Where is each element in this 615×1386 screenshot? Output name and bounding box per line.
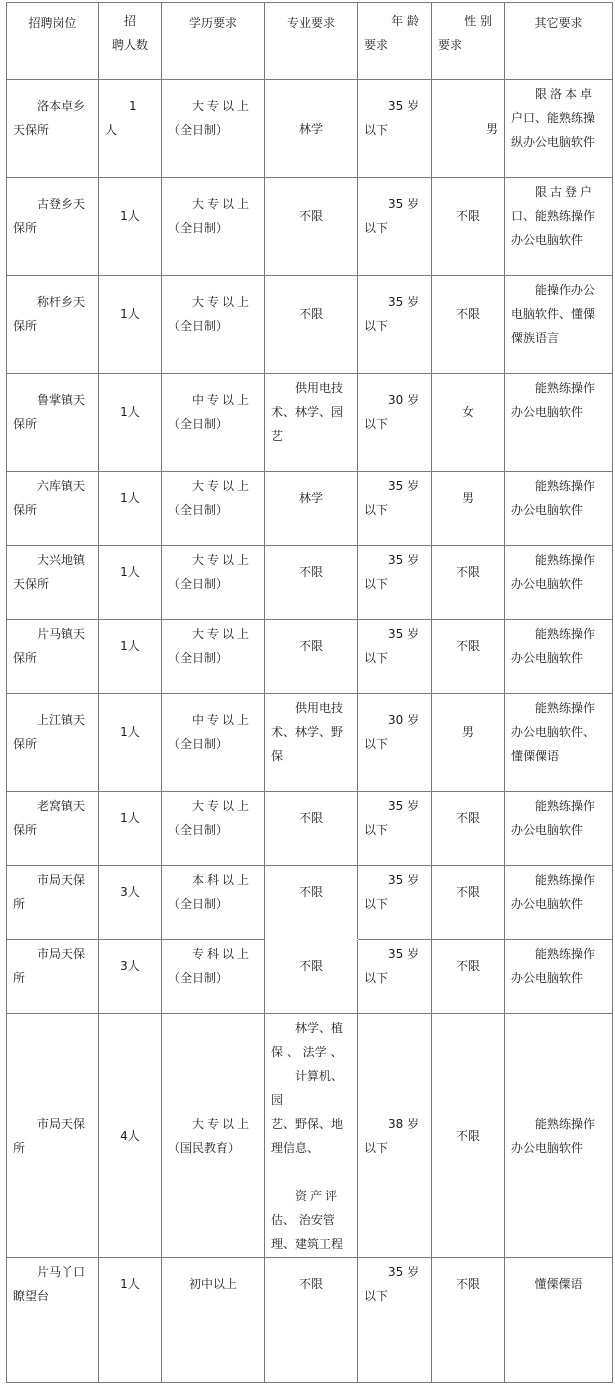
header-gender: 性 别 要求 (432, 3, 505, 80)
cell-gender: 不限 (432, 1014, 505, 1258)
table-row (7, 940, 613, 1014)
cell-gender: 不限 (432, 940, 505, 1014)
cell-gender: 男 (432, 80, 505, 178)
cell-age: 35 岁 以下 (358, 792, 432, 866)
cell-major: 不限 (265, 866, 358, 940)
table-row (7, 276, 613, 374)
cell-education: 大专以上 （全日制） (162, 178, 265, 276)
cell-gender: 男 (432, 472, 505, 546)
cell-gender: 不限 (432, 866, 505, 940)
cell-age: 30 岁 以下 (358, 374, 432, 472)
table-row (7, 694, 613, 792)
cell-major: 不限 (265, 792, 358, 866)
cell-major: 林学、植 保 、 法学 、 计算机、 园 艺、野保、地 理信息、 资产评 估、 治安管 理、建筑工程 (265, 1014, 358, 1258)
cell-age: 35 岁 以下 (358, 1258, 432, 1383)
cell-education: 大专以上 （全日制） (162, 472, 265, 546)
cell-count: 1人 (99, 620, 162, 694)
header-major: 专业要求 (265, 3, 358, 80)
cell-education: 大专以上 （全日制） (162, 546, 265, 620)
cell-major: 不限 (265, 1258, 358, 1383)
cell-gender: 不限 (432, 546, 505, 620)
cell-other: 能熟练操作 办公电脑软件 (505, 1014, 613, 1258)
cell-major: 不限 (265, 178, 358, 276)
cell-count: 1人 (99, 792, 162, 866)
cell-education: 大专以上 （全日制） (162, 620, 265, 694)
cell-gender: 不限 (432, 276, 505, 374)
cell-count: 1 人 (99, 80, 162, 178)
header-age: 年 龄 要求 (358, 3, 432, 80)
cell-education: 中专以上 （全日制） (162, 374, 265, 472)
cell-other: 能熟练操作 办公电脑软件 (505, 792, 613, 866)
cell-position: 片马丫口 瞭望台 (7, 1258, 99, 1383)
cell-count: 3人 (99, 866, 162, 940)
header-count: 招 聘人数 (99, 3, 162, 80)
cell-education: 专科以上 （全日制） (162, 940, 265, 1014)
cell-age: 35 岁 以下 (358, 620, 432, 694)
header-position: 招聘岗位 (7, 3, 99, 80)
cell-other: 能熟练操作 办公电脑软件 (505, 866, 613, 940)
cell-age: 35 岁 以下 (358, 866, 432, 940)
cell-count: 1人 (99, 546, 162, 620)
cell-position: 上江镇天 保所 (7, 694, 99, 792)
cell-count: 1人 (99, 374, 162, 472)
table-row (7, 1258, 613, 1383)
cell-gender: 不限 (432, 1258, 505, 1383)
cell-age: 35 岁 以下 (358, 546, 432, 620)
cell-position: 市局天保 所 (7, 866, 99, 940)
table-row (7, 620, 613, 694)
cell-age: 30 岁 以下 (358, 694, 432, 792)
cell-education: 大专以上 （全日制） (162, 792, 265, 866)
cell-position: 六库镇天 保所 (7, 472, 99, 546)
cell-education: 本科以上 （全日制） (162, 866, 265, 940)
header-row (7, 3, 613, 80)
cell-age: 35 岁 以下 (358, 472, 432, 546)
cell-gender: 男 (432, 694, 505, 792)
cell-major: 供用电技 术、林学、园 艺 (265, 374, 358, 472)
cell-other: 懂傈僳语 (505, 1258, 613, 1383)
cell-count: 1人 (99, 1258, 162, 1383)
table-row (7, 374, 613, 472)
table-row (7, 866, 613, 940)
cell-position: 鲁掌镇天 保所 (7, 374, 99, 472)
cell-education: 大专以上 （全日制） (162, 80, 265, 178)
table-row (7, 1014, 613, 1258)
table-row (7, 792, 613, 866)
cell-major: 林学 (265, 472, 358, 546)
cell-gender: 女 (432, 374, 505, 472)
cell-major: 供用电技 术、林学、野 保 (265, 694, 358, 792)
table-row (7, 80, 613, 178)
cell-count: 3人 (99, 940, 162, 1014)
cell-other: 能熟练操作 办公电脑软件 (505, 472, 613, 546)
cell-gender: 不限 (432, 792, 505, 866)
header-other: 其它要求 (505, 3, 613, 80)
cell-gender: 不限 (432, 178, 505, 276)
cell-count: 1人 (99, 178, 162, 276)
table-row (7, 546, 613, 620)
cell-other: 能熟练操作 办公电脑软件 (505, 546, 613, 620)
cell-count: 1人 (99, 276, 162, 374)
cell-age: 35 岁 以下 (358, 276, 432, 374)
recruitment-table (6, 2, 613, 1383)
table-row (7, 178, 613, 276)
cell-education: 大专以上 （国民教育） (162, 1014, 265, 1258)
cell-other: 能熟练操作 办公电脑软件 (505, 374, 613, 472)
cell-position: 市局天保 所 (7, 940, 99, 1014)
cell-age: 35 岁 以下 (358, 80, 432, 178)
cell-major: 不限 (265, 546, 358, 620)
cell-major: 不限 (265, 940, 358, 1014)
cell-age: 38 岁 以下 (358, 1014, 432, 1258)
cell-other: 能操作办公 电脑软件、懂傈 僳族语言 (505, 276, 613, 374)
cell-other: 限洛本卓 户口、能熟练操 纵办公电脑软件 (505, 80, 613, 178)
cell-position: 老窝镇天 保所 (7, 792, 99, 866)
cell-major: 不限 (265, 276, 358, 374)
cell-major: 林学 (265, 80, 358, 178)
cell-other: 能熟练操作 办公电脑软件 (505, 620, 613, 694)
cell-position: 古登乡天 保所 (7, 178, 99, 276)
cell-position: 大兴地镇 天保所 (7, 546, 99, 620)
cell-major: 不限 (265, 620, 358, 694)
cell-position: 洛本卓乡 天保所 (7, 80, 99, 178)
cell-other: 限古登户 口、能熟练操作 办公电脑软件 (505, 178, 613, 276)
header-education: 学历要求 (162, 3, 265, 80)
cell-education: 初中以上 (162, 1258, 265, 1383)
table-row (7, 472, 613, 546)
cell-position: 称杆乡天 保所 (7, 276, 99, 374)
cell-other: 能熟练操作 办公电脑软件、 懂傈僳语 (505, 694, 613, 792)
cell-age: 35 岁 以下 (358, 940, 432, 1014)
cell-education: 大专以上 （全日制） (162, 276, 265, 374)
cell-position: 市局天保 所 (7, 1014, 99, 1258)
cell-education: 中专以上 （全日制） (162, 694, 265, 792)
cell-other: 能熟练操作 办公电脑软件 (505, 940, 613, 1014)
cell-count: 1人 (99, 694, 162, 792)
cell-age: 35 岁 以下 (358, 178, 432, 276)
cell-count: 4人 (99, 1014, 162, 1258)
cell-position: 片马镇天 保所 (7, 620, 99, 694)
cell-gender: 不限 (432, 620, 505, 694)
cell-count: 1人 (99, 472, 162, 546)
